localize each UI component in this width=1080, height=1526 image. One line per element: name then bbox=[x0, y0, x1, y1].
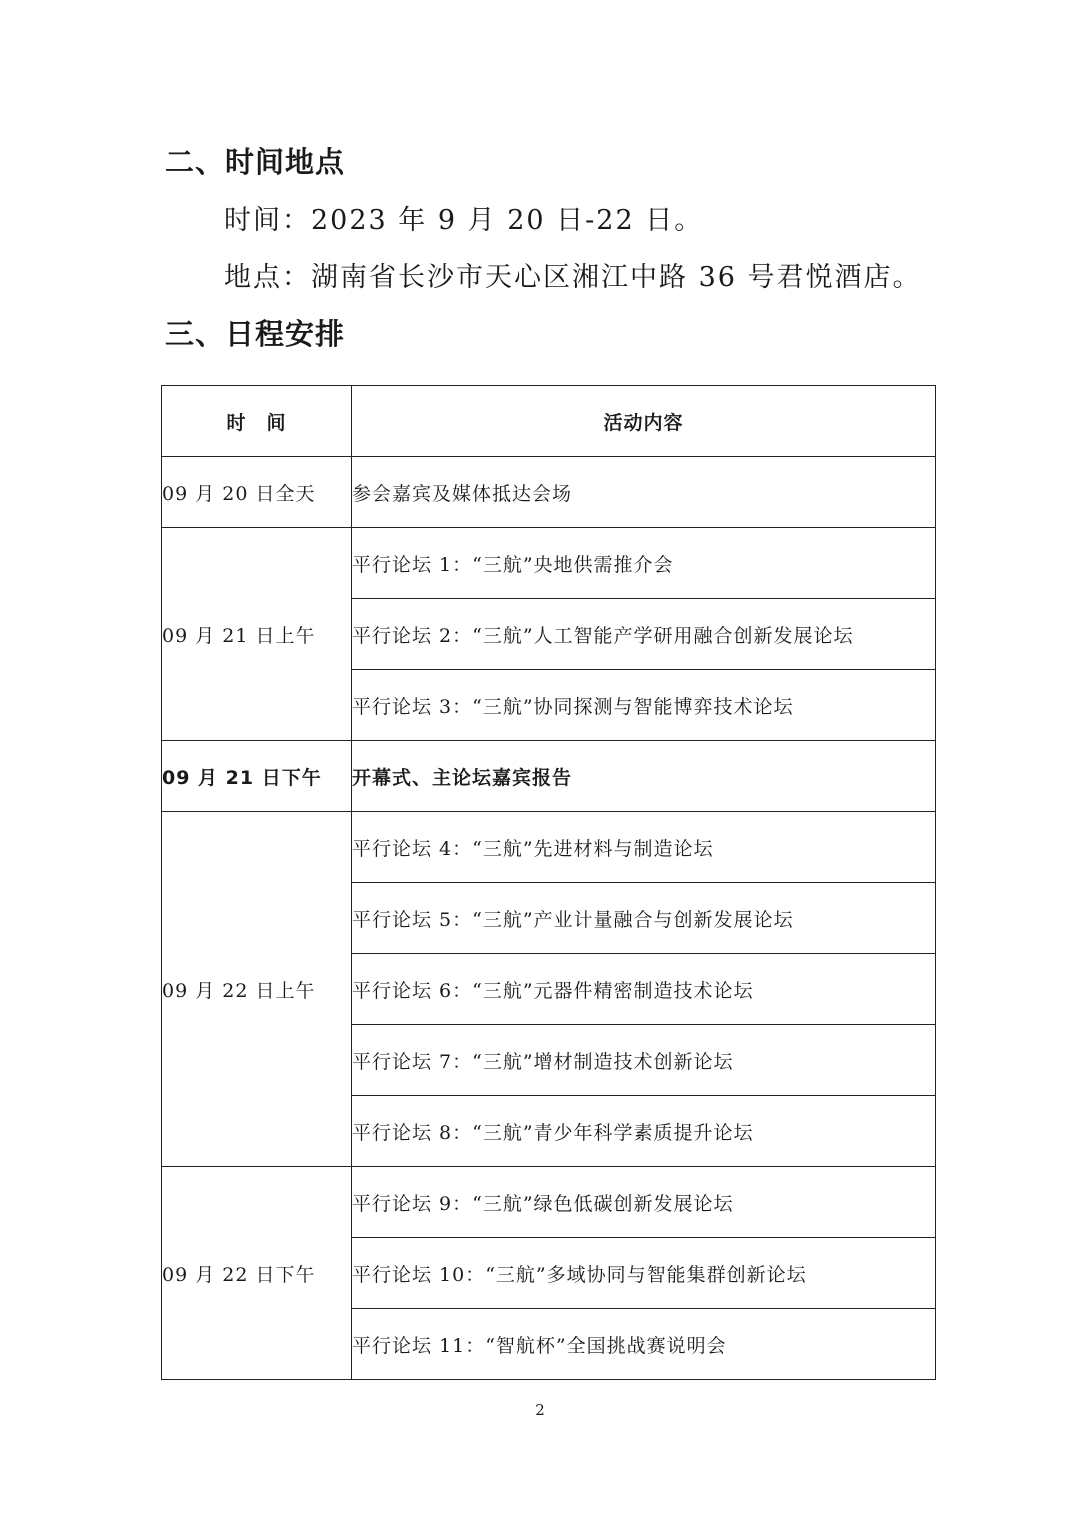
table-row-highlight bbox=[162, 741, 936, 812]
time-cell: 09 月 21 日下午 bbox=[162, 741, 352, 812]
time-line: 时间：2023 年 9 月 20 日-22 日。 bbox=[224, 205, 704, 236]
activity-cell: 平行论坛 8：“三航”青少年科学素质提升论坛 bbox=[352, 1096, 936, 1167]
header-time: 时 间 bbox=[162, 386, 352, 457]
time-cell: 09 月 20 日全天 bbox=[162, 457, 352, 528]
table-header-row bbox=[162, 386, 936, 457]
table-row bbox=[162, 528, 936, 599]
table-row bbox=[162, 812, 936, 883]
activity-cell: 平行论坛 3：“三航”协同探测与智能博弈技术论坛 bbox=[352, 670, 936, 741]
time-cell: 09 月 21 日上午 bbox=[162, 528, 352, 741]
table-row bbox=[162, 457, 936, 528]
activity-cell: 参会嘉宾及媒体抵达会场 bbox=[352, 457, 936, 528]
page-number: 2 bbox=[535, 1401, 545, 1419]
activity-cell: 平行论坛 5：“三航”产业计量融合与创新发展论坛 bbox=[352, 883, 936, 954]
activity-cell: 平行论坛 6：“三航”元器件精密制造技术论坛 bbox=[352, 954, 936, 1025]
activity-cell: 平行论坛 7：“三航”增材制造技术创新论坛 bbox=[352, 1025, 936, 1096]
time-cell: 09 月 22 日下午 bbox=[162, 1167, 352, 1380]
activity-cell: 平行论坛 1：“三航”央地供需推介会 bbox=[352, 528, 936, 599]
section-heading-time-place: 二、时间地点 bbox=[165, 145, 346, 179]
activity-cell: 平行论坛 4：“三航”先进材料与制造论坛 bbox=[352, 812, 936, 883]
time-cell: 09 月 22 日上午 bbox=[162, 812, 352, 1167]
place-line: 地点：湖南省长沙市天心区湘江中路 36 号君悦酒店。 bbox=[224, 262, 922, 293]
activity-cell: 平行论坛 10：“三航”多域协同与智能集群创新论坛 bbox=[352, 1238, 936, 1309]
section-heading-schedule: 三、日程安排 bbox=[165, 317, 346, 351]
activity-cell: 平行论坛 9：“三航”绿色低碳创新发展论坛 bbox=[352, 1167, 936, 1238]
activity-cell: 平行论坛 11：“智航杯”全国挑战赛说明会 bbox=[352, 1309, 936, 1380]
table-row bbox=[162, 1167, 936, 1238]
schedule-table bbox=[161, 385, 936, 1380]
activity-cell: 开幕式、主论坛嘉宾报告 bbox=[352, 741, 936, 812]
activity-cell: 平行论坛 2：“三航”人工智能产学研用融合创新发展论坛 bbox=[352, 599, 936, 670]
header-content: 活动内容 bbox=[352, 386, 936, 457]
